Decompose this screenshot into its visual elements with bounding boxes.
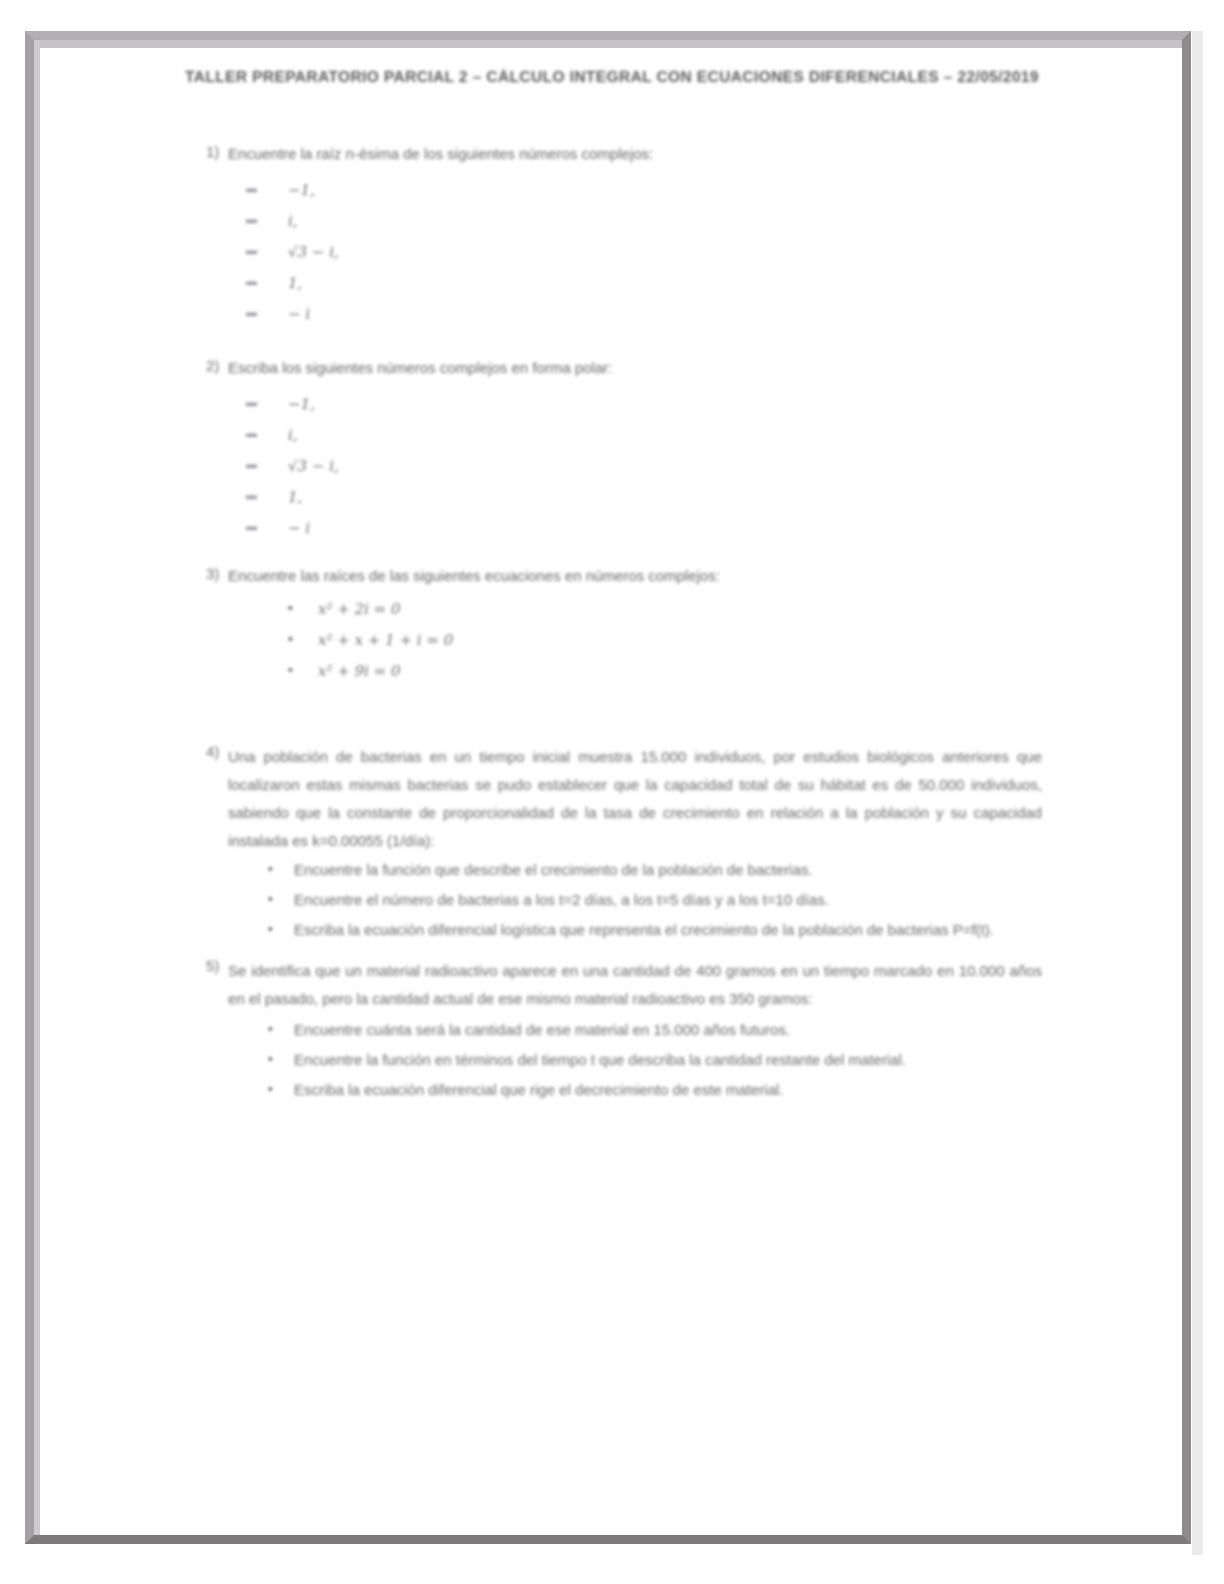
list-item xyxy=(228,1016,1042,1046)
list-item xyxy=(228,1076,1042,1106)
math-expression: x² + 9i = 0 xyxy=(318,662,401,680)
item-heading: Escriba los siguientes números complejos en forma polar: xyxy=(228,360,613,377)
square-bullet-icon: ▪ xyxy=(288,631,293,646)
list-item xyxy=(228,1046,1042,1076)
task-text: Escriba la ecuación diferencial que rige el decrecimiento de este material. xyxy=(294,1082,784,1099)
dash-bullet-icon: ▬ xyxy=(246,307,257,319)
list-item xyxy=(228,273,1042,304)
list-item xyxy=(228,242,1042,273)
list-item xyxy=(228,916,1042,946)
list-item xyxy=(228,487,1042,518)
list-item xyxy=(228,630,1042,661)
list-item xyxy=(228,661,1042,692)
exercise-item-4 xyxy=(206,744,1042,946)
exercise-item-1 xyxy=(206,144,1042,335)
math-expression: √3 − i, xyxy=(288,457,339,475)
dash-bullet-icon: ▬ xyxy=(246,428,257,440)
task-text: Encuentre cuánta será la cantidad de ese material en 15.000 años futuros. xyxy=(294,1022,791,1039)
tasks-list xyxy=(228,1016,1042,1106)
task-text: Encuentre la función en términos del tiempo t que describa la cantidad restante del material. xyxy=(294,1052,907,1069)
square-bullet-icon: ▪ xyxy=(268,891,273,906)
list-item xyxy=(228,456,1042,487)
exercise-item-3 xyxy=(206,566,1042,692)
math-expression: −1, xyxy=(288,395,315,413)
math-expression: x² + x + 1 + i = 0 xyxy=(318,631,454,649)
item-number: 1) xyxy=(206,144,220,161)
math-expression: −1, xyxy=(288,181,315,199)
document-page xyxy=(40,48,1184,1106)
page-edge-shadow xyxy=(1192,31,1203,1555)
document-title: TALLER PREPARATORIO PARCIAL 2 – CÁLCULO INTEGRAL CON ECUACIONES DIFERENCIALES – 22/05/2019 xyxy=(185,69,1039,86)
problem-statement: Una población de bacterias en un tiempo inicial muestra 15.000 individuos, por estudios biológicos anteriores que localizaron estas mismas bacterias se pudo establecer que la capacidad total de su hábitat es de 50.000 individuos, sabiendo que la constante de proporcionalidad de la tasa de crecimiento en relación a la población y su capacidad instalada es k=0.00055 (1/día): xyxy=(228,749,1042,850)
dash-bullet-icon: ▬ xyxy=(246,521,257,533)
list-item xyxy=(228,856,1042,886)
math-expression: − i xyxy=(288,519,311,537)
math-expression: √3 − i, xyxy=(288,243,339,261)
square-bullet-icon: ▪ xyxy=(288,662,293,677)
list-item xyxy=(228,425,1042,456)
math-expression: x² + 2i = 0 xyxy=(318,600,401,618)
list-item xyxy=(228,180,1042,211)
square-bullet-icon: ▪ xyxy=(268,861,273,876)
exercise-item-2 xyxy=(206,358,1042,549)
math-expression: i, xyxy=(288,426,298,444)
list-item xyxy=(228,394,1042,425)
dash-bullet-icon: ▬ xyxy=(246,459,257,471)
square-bullet-icon: ▪ xyxy=(268,1081,273,1096)
complex-numbers-list xyxy=(228,394,1042,549)
list-item xyxy=(228,599,1042,630)
item-number: 2) xyxy=(206,358,220,375)
dash-bullet-icon: ▬ xyxy=(246,245,257,257)
square-bullet-icon: ▪ xyxy=(268,1021,273,1036)
tasks-list xyxy=(228,856,1042,946)
task-text: Encuentre la función que describe el crecimiento de la población de bacterias. xyxy=(294,862,813,879)
item-number: 4) xyxy=(206,744,220,761)
math-expression: 1, xyxy=(288,488,303,506)
square-bullet-icon: ▪ xyxy=(268,1051,273,1066)
item-heading: Encuentre las raíces de las siguientes ecuaciones en números complejos: xyxy=(228,568,720,585)
item-number: 5) xyxy=(206,958,220,975)
item-heading: Encuentre la raíz n-ésima de los siguientes números complejos: xyxy=(228,146,654,163)
math-expression: i, xyxy=(288,212,298,230)
task-text: Escriba la ecuación diferencial logística que representa el crecimiento de la población de bacterias P=f(t). xyxy=(294,922,994,939)
dash-bullet-icon: ▬ xyxy=(246,183,257,195)
list-item xyxy=(228,304,1042,335)
item-number: 3) xyxy=(206,566,220,583)
list-item xyxy=(228,211,1042,242)
square-bullet-icon: ▪ xyxy=(288,600,293,615)
list-item xyxy=(228,518,1042,549)
square-bullet-icon: ▪ xyxy=(268,921,273,936)
dash-bullet-icon: ▬ xyxy=(246,214,257,226)
dash-bullet-icon: ▬ xyxy=(246,276,257,288)
exercise-item-5 xyxy=(206,958,1042,1106)
list-item xyxy=(228,886,1042,916)
dash-bullet-icon: ▬ xyxy=(246,397,257,409)
problem-statement: Se identifica que un material radioactivo aparece en una cantidad de 400 gramos en un tiempo marcado en 10.000 años en el pasado, pero la cantidad actual de ese mismo material radioactivo es 350 gramos: xyxy=(228,963,1042,1008)
dash-bullet-icon: ▬ xyxy=(246,490,257,502)
equations-list xyxy=(228,599,1042,692)
math-expression: − i xyxy=(288,305,311,323)
complex-numbers-list xyxy=(228,180,1042,335)
task-text: Encuentre el número de bacterias a los t=2 días, a los t=5 días y a los t=10 días. xyxy=(294,892,829,909)
math-expression: 1, xyxy=(288,274,303,292)
